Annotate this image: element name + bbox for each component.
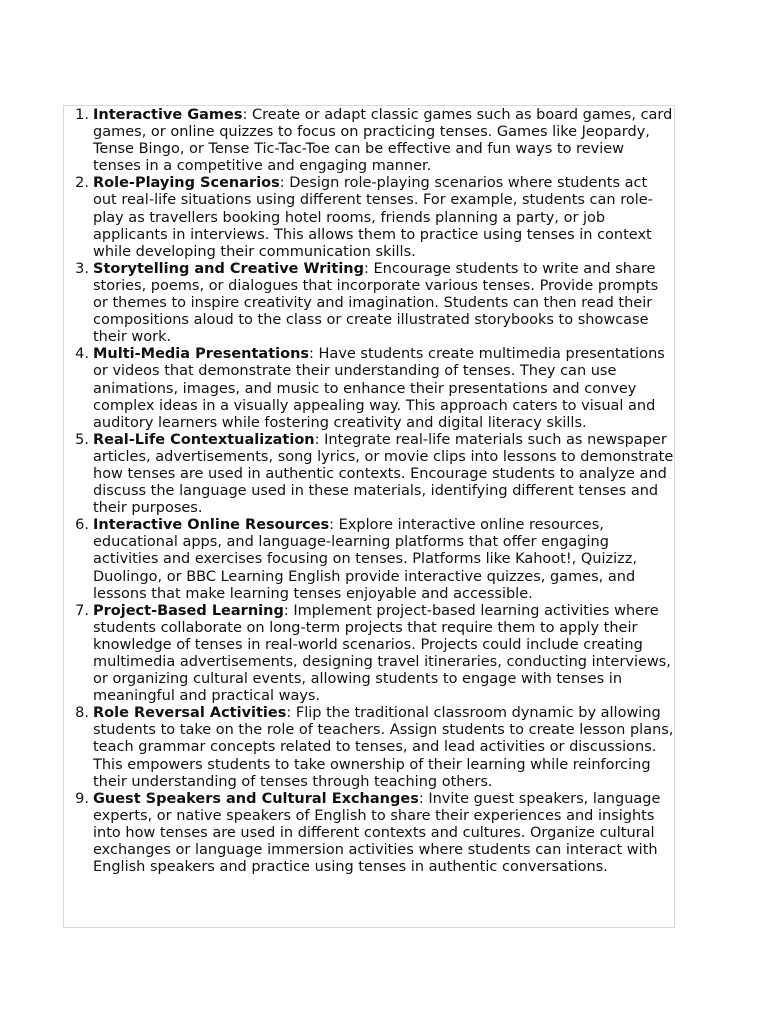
list-item-title: Role Reversal Activities [93,705,287,722]
document-content-box [63,105,675,928]
strategy-list [64,107,674,876]
list-item [75,107,674,175]
list-item-text: : Integrate real-life materials such as newspaper articles, advertisements, song lyrics, or movie clips into lessons to demonstrate how tenses are used in authentic contexts. Encourage students to analyze and discuss the language used in these materials, identifying different tenses and their purposes. [93,431,674,517]
list-item [75,431,674,517]
list-item-text: : Design role-playing scenarios where students act out real-life situations using different tenses. For example, students can role-play as travellers booking hotel rooms, friends planning a party, or job applicants in interviews. This allows them to practice using tenses in context while developing their communication skills. [93,175,653,260]
list-item [75,260,674,346]
list-item-title: Storytelling and Creative Writing [93,260,365,277]
list-item-number: 5. [75,431,89,448]
list-item-number: 7. [75,602,89,619]
list-item-number: 8. [75,705,89,722]
list-item-number: 3. [75,260,89,277]
list-item-text: : Flip the traditional classroom dynamic by allowing students to take on the role of teachers. Assign students to create lesson plans, teach grammar concepts related to tenses, and lead activities or discussions. This empowers students to take ownership of their learning while reinforcing their understanding of tenses through teaching others. [93,705,674,790]
list-item [75,790,674,876]
list-item [75,175,674,260]
list-item-title: Guest Speakers and Cultural Exchanges [93,790,419,807]
list-item-title: Role-Playing Scenarios [93,175,280,192]
list-item-number: 4. [75,346,89,363]
list-item-title: Interactive Online Resources [93,517,330,534]
list-item-number: 6. [75,517,89,534]
list-item-text: : Invite guest speakers, language experts, or native speakers of English to share their experiences and insights into how tenses are used in different contexts and cultures. Organize cultural exchanges or language immersion activities where students can interact with English speakers and practice using tenses in authentic conversations. [93,790,661,876]
list-item-title: Project-Based Learning [93,602,284,619]
list-item [75,705,674,790]
list-item-number: 2. [75,175,89,192]
list-item-title: Interactive Games [93,107,243,123]
list-item-text: : Implement project-based learning activities where students collaborate on long-term projects that require them to apply their knowledge of tenses in real-world scenarios. Projects could include creating multimedia advertisements, designing travel itineraries, conducting interviews, or organizing cultural events, allowing students to engage with tenses in meaningful and practical ways. [93,602,671,705]
list-item [75,346,674,431]
list-item-text: : Explore interactive online resources, educational apps, and language-learning platforms that offer engaging activities and exercises focusing on tenses. Platforms like Kahoot!, Quizizz, Duolingo, or BBC Learning English provide interactive quizzes, games, and lessons that make learning tenses enjoyable and accessible. [93,517,637,602]
list-item [75,602,674,706]
list-item-text: : Encourage students to write and share stories, poems, or dialogues that incorporate various tenses. Provide prompts or themes to inspire creativity and imagination. Students can then read their compositions aloud to the class or create illustrated storybooks to showcase their work. [93,260,659,346]
list-item-number: 9. [75,790,89,807]
list-item-text: : Create or adapt classic games such as board games, card games, or online quizzes to focus on practicing tenses. Games like Jeopardy, Tense Bingo, or Tense Tic-Tac-Toe can be effective and fun ways to review tenses in a competitive and engaging manner. [93,107,673,175]
list-item-text: : Have students create multimedia presentations or videos that demonstrate their understanding of tenses. They can use animations, images, and music to enhance their presentations and convey complex ideas in a visually appealing way. This approach caters to visual and auditory learners while fostering creativity and digital literacy skills. [93,346,665,431]
list-item-title: Multi-Media Presentations [93,346,310,363]
list-item-title: Real-Life Contextualization [93,431,315,448]
list-item [75,517,674,602]
list-item-number: 1. [75,107,89,123]
